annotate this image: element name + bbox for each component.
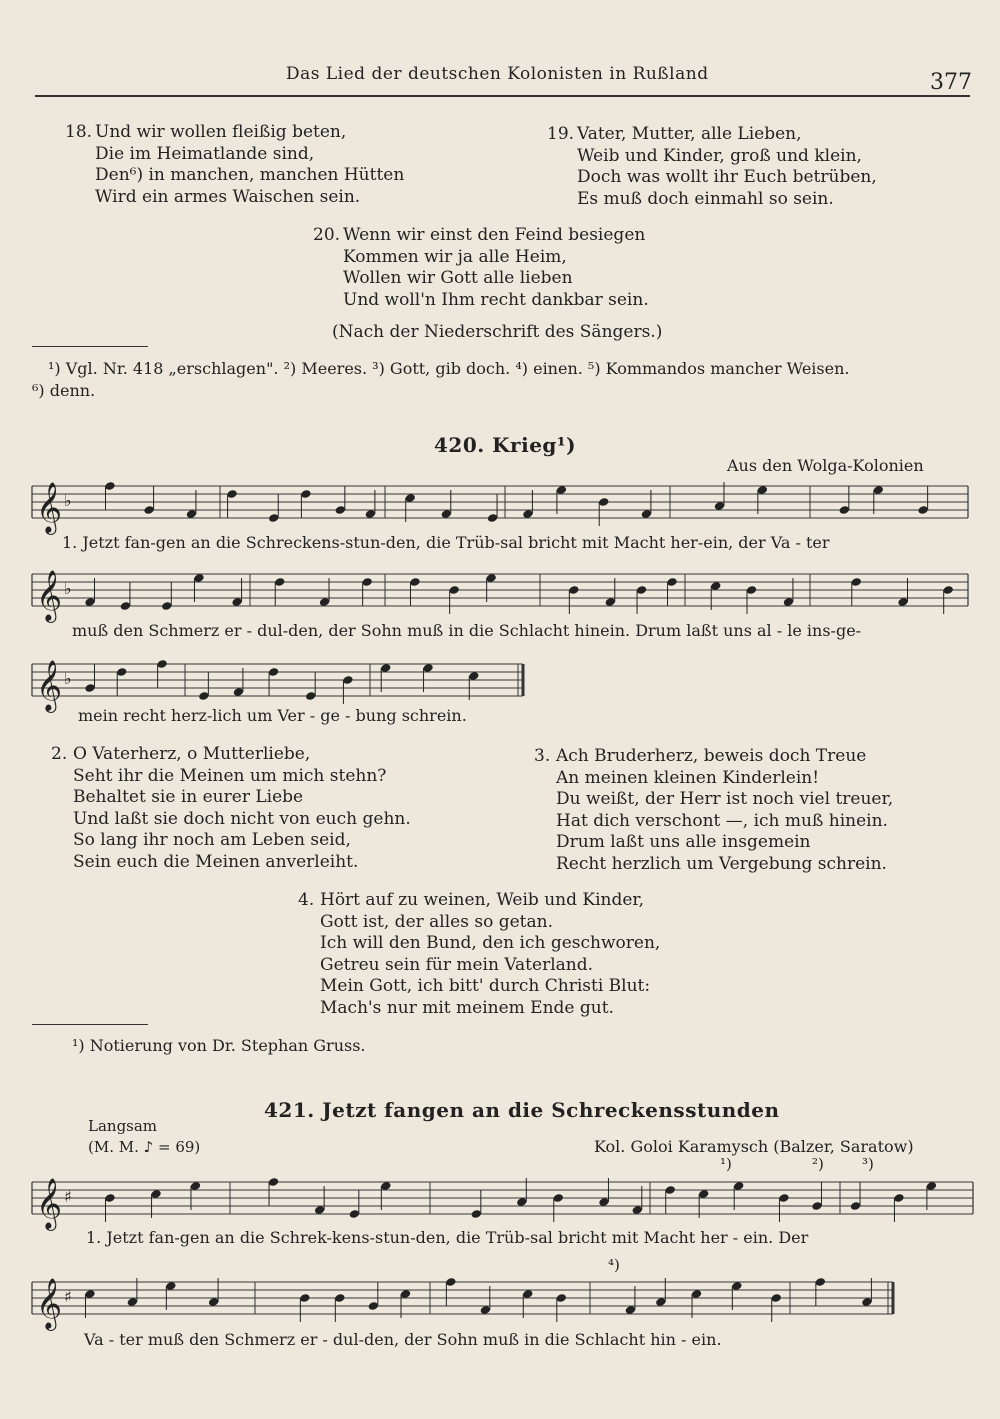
- verse-line: Weib und Kinder, groß und klein,: [577, 145, 862, 166]
- verse-line: Du weißt, der Herr ist noch viel treuer,: [556, 789, 894, 809]
- verse-line: Vater, Mutter, alle Lieben,: [577, 124, 802, 144]
- treble-clef-icon: 𝄞: [36, 1278, 63, 1329]
- footnote-mark: ¹): [720, 1155, 732, 1173]
- footnote-mark: ²): [812, 1155, 824, 1173]
- footnote: ¹) Vgl. Nr. 418 „erschlagen". ²) Meeres. ³) Gott, gib doch. ⁴) einen. ⁵) Kommandos mancher Weisen.: [48, 359, 850, 378]
- verse-4: [298, 890, 661, 1019]
- verse-line: Wird ein armes Waischen sein.: [95, 186, 361, 207]
- lyric-line: Va - ter muß den Schmerz er - dul-den, der Sohn muß in die Schlacht hin - ein.: [84, 1330, 722, 1349]
- song-title: 420. Krieg¹): [434, 433, 577, 457]
- treble-clef-icon: 𝄞: [36, 1178, 63, 1229]
- verse-line: Behaltet sie in eurer Liebe: [73, 787, 304, 807]
- verse-line: Wenn wir einst den Feind besiegen: [343, 225, 646, 245]
- verse-line: Hat dich verschont —, ich muß hinein.: [556, 810, 888, 831]
- music-staff: [30, 656, 525, 711]
- verse-number: 2.: [51, 744, 68, 764]
- footnote: ⁶) denn.: [32, 381, 96, 400]
- verse-number: 19.: [547, 124, 575, 144]
- music-staff: [30, 1174, 975, 1229]
- verse-line: Getreu sein für mein Vaterland.: [320, 954, 594, 975]
- verse-line: Und wir wollen fleißig beten,: [95, 122, 347, 142]
- verse-line: Und woll'n Ihm recht dankbar sein.: [343, 289, 649, 310]
- header-rule: [35, 95, 970, 97]
- lyric-line: muß den Schmerz er - dul-den, der Sohn muß in die Schlacht hinein. Drum laßt uns al - le ins-ge-: [72, 621, 862, 640]
- running-title: Das Lied der deutschen Kolonisten in Rußland: [286, 64, 709, 84]
- treble-clef-icon: 𝄞: [36, 660, 63, 711]
- verse-line: Die im Heimatlande sind,: [95, 143, 315, 164]
- sharp-icon: ♯: [64, 1187, 72, 1206]
- flat-icon: ♭: [64, 669, 72, 688]
- music-staff: [30, 1274, 895, 1329]
- verse-line: Seht ihr die Meinen um mich stehn?: [73, 765, 387, 786]
- verse-line: Gott ist, der alles so getan.: [320, 911, 553, 932]
- verse-20: [313, 225, 649, 311]
- footnote: ¹) Notierung von Dr. Stephan Gruss.: [72, 1036, 366, 1055]
- metronome-marking: (M. M. ♪ = 69): [88, 1138, 201, 1156]
- page-number: 377: [930, 70, 972, 95]
- verse-number: 4.: [298, 890, 315, 910]
- verse-line: Es muß doch einmahl so sein.: [577, 188, 834, 209]
- treble-clef-icon: 𝄞: [36, 482, 63, 533]
- footnote-mark: ³): [862, 1155, 874, 1173]
- verse-line: An meinen kleinen Kinderlein!: [556, 767, 820, 788]
- verse-line: Und laßt sie doch nicht von euch gehn.: [73, 808, 411, 829]
- music-staff: [30, 566, 970, 621]
- song-title: 421. Jetzt fangen an die Schreckensstunden: [264, 1098, 780, 1122]
- flat-icon: ♭: [64, 491, 72, 510]
- flat-icon: ♭: [64, 579, 72, 598]
- verse-number: 3.: [534, 746, 551, 766]
- tempo-marking: Langsam: [88, 1117, 158, 1135]
- lyric-line: 1. Jetzt fan-gen an die Schrek-kens-stun-den, die Trüb-sal bricht mit Macht her - ein. Der: [86, 1228, 809, 1247]
- verse-number: 18.: [65, 122, 93, 142]
- verse-line: So lang ihr noch am Leben seid,: [73, 830, 351, 850]
- verse-line: Drum laßt uns alle insgemein: [556, 832, 811, 852]
- verse-line: O Vaterherz, o Mutterliebe,: [73, 744, 311, 764]
- verse-line: Mein Gott, ich bitt' durch Christi Blut:: [320, 976, 651, 996]
- lyric-line: mein recht herz-lich um Ver - ge - bung schrein.: [78, 706, 467, 725]
- verse-line: Doch was wollt ihr Euch betrüben,: [577, 167, 877, 187]
- verse-line: Ach Bruderherz, beweis doch Treue: [556, 746, 867, 766]
- verse-line: Den⁶) in manchen, manchen Hütten: [95, 165, 405, 185]
- lyric-line: 1. Jetzt fan-gen an die Schreckens-stun-den, die Trüb-sal bricht mit Macht her-ein, der Va - ter: [62, 533, 830, 552]
- song-origin: Aus den Wolga-Kolonien: [727, 456, 924, 475]
- footnote-mark: ⁴): [608, 1256, 620, 1274]
- treble-clef-icon: 𝄞: [36, 570, 63, 621]
- verse-line: Recht herzlich um Vergebung schrein.: [556, 853, 887, 874]
- verse-number: 20.: [313, 225, 341, 245]
- verse-line: Ich will den Bund, den ich geschworen,: [320, 933, 661, 953]
- verse-19: [547, 124, 877, 210]
- verse-line: Wollen wir Gott alle lieben: [343, 268, 573, 288]
- verse-line: Kommen wir ja alle Heim,: [343, 246, 567, 267]
- verse-3: [534, 746, 894, 875]
- source-note: (Nach der Niederschrift des Sängers.): [332, 322, 663, 342]
- footnote-rule: [32, 346, 148, 347]
- verse-line: Hört auf zu weinen, Weib und Kinder,: [320, 890, 645, 910]
- verse-2: [51, 744, 411, 873]
- verse-line: Mach's nur mit meinem Ende gut.: [320, 997, 614, 1018]
- sharp-icon: ♯: [64, 1287, 72, 1306]
- verse-line: Sein euch die Meinen anverleiht.: [73, 851, 359, 872]
- verse-18: [65, 122, 405, 208]
- music-staff: [30, 478, 970, 533]
- song-origin: Kol. Goloi Karamysch (Balzer, Saratow): [594, 1137, 914, 1156]
- footnote-rule: [32, 1024, 148, 1025]
